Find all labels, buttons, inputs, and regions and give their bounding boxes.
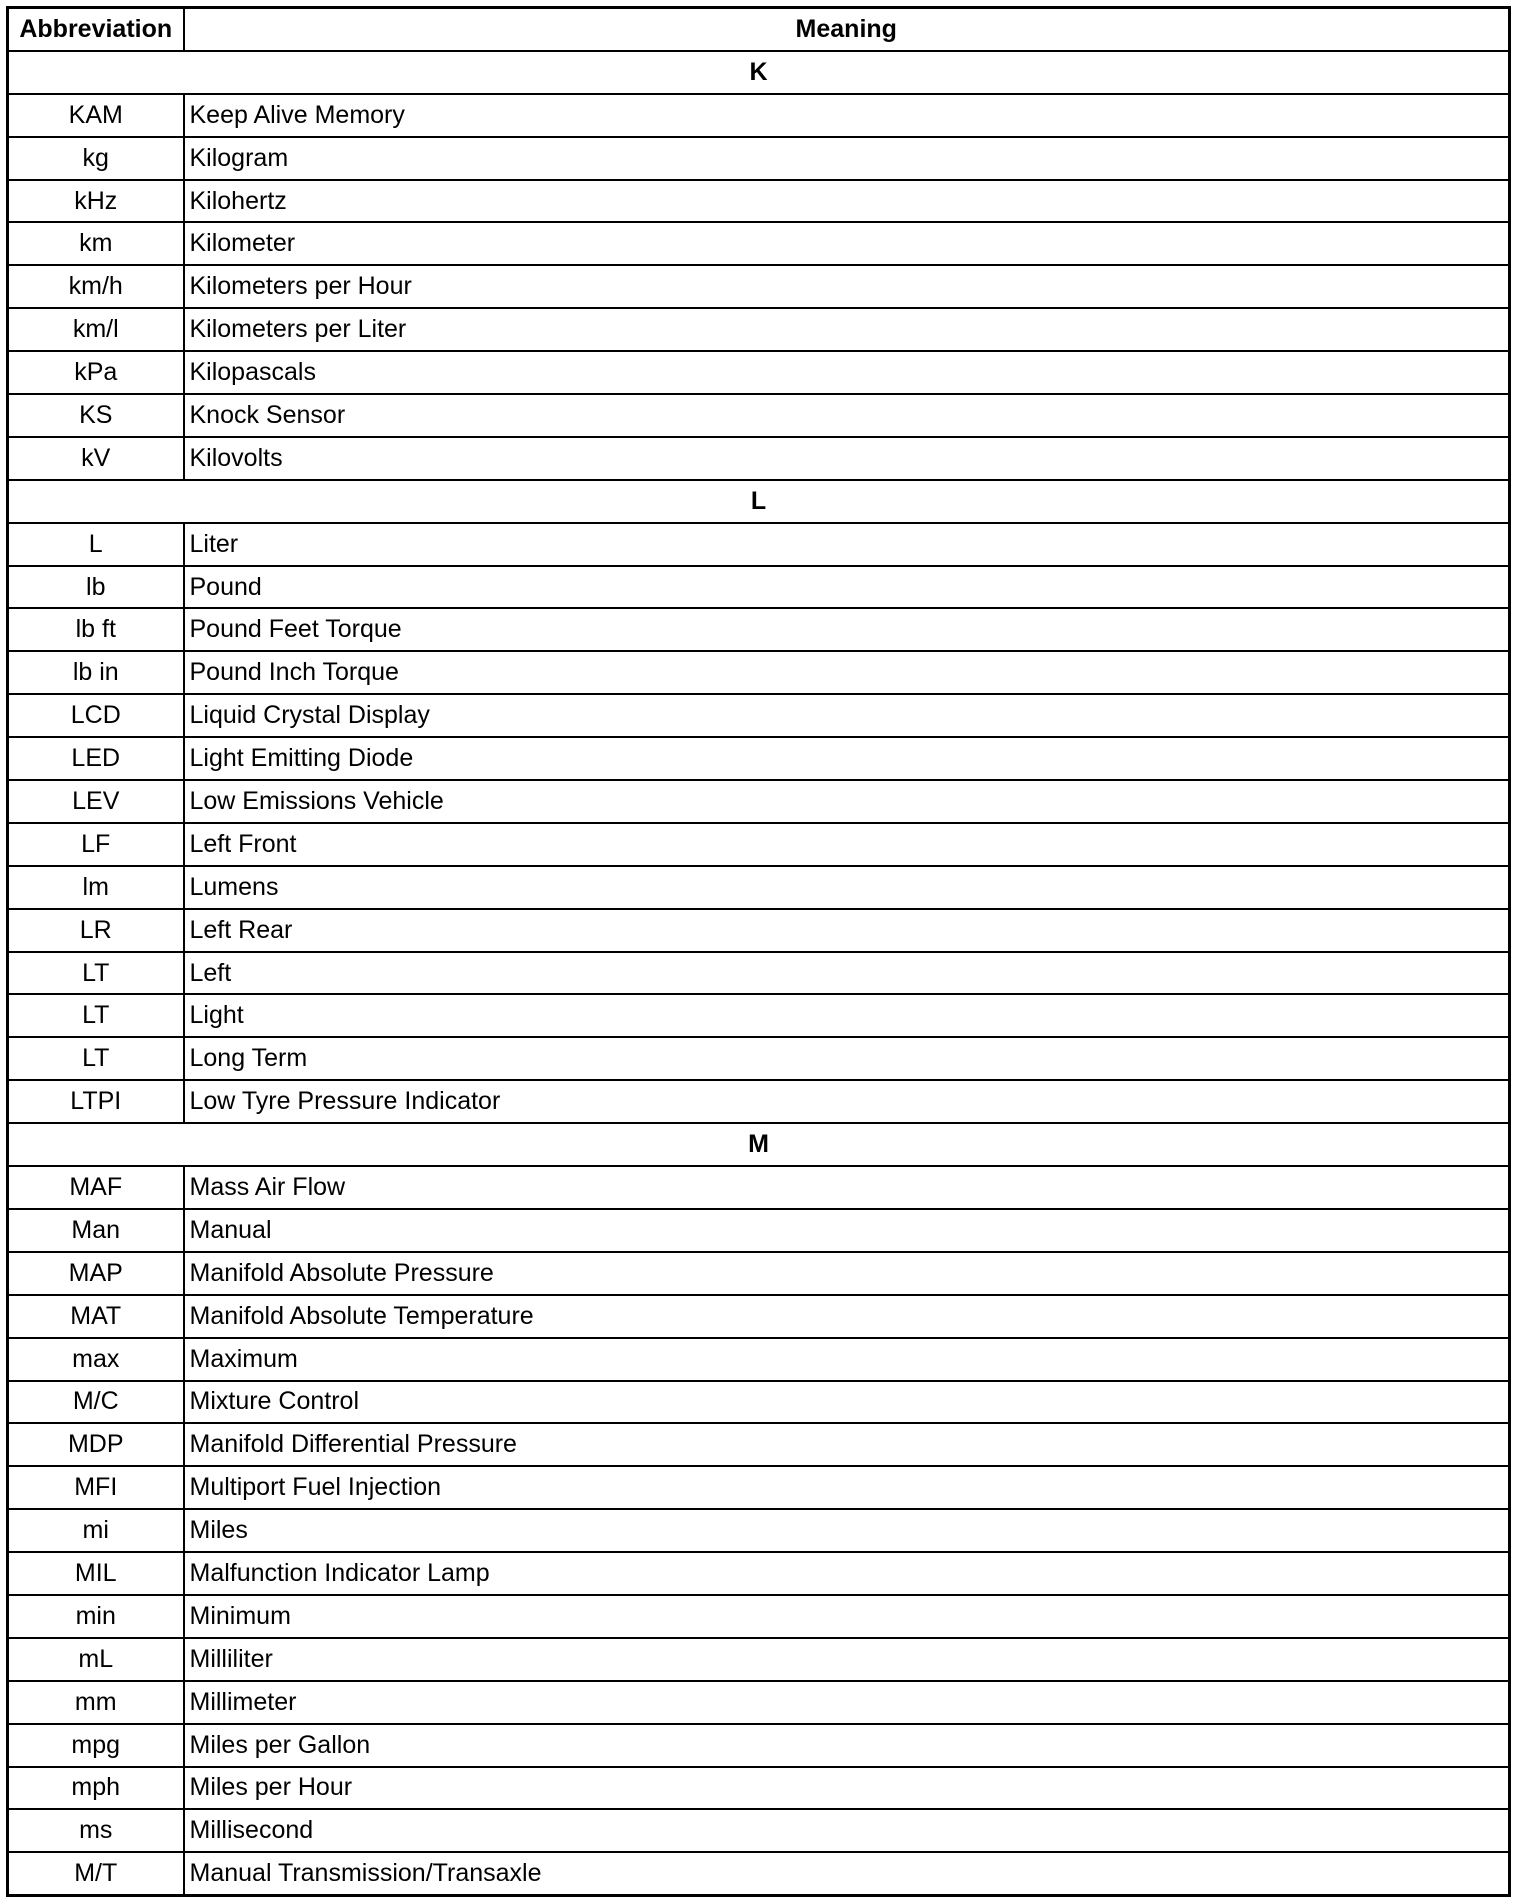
table-row bbox=[8, 823, 1510, 866]
meaning-cell: Kilometer bbox=[184, 222, 1510, 265]
table-row bbox=[8, 1166, 1510, 1209]
table-row bbox=[8, 265, 1510, 308]
meaning-cell: Pound Feet Torque bbox=[184, 608, 1510, 651]
abbreviation-cell: km/l bbox=[8, 308, 184, 351]
table-row bbox=[8, 1252, 1510, 1295]
abbreviation-cell: km/h bbox=[8, 265, 184, 308]
meaning-cell: Multiport Fuel Injection bbox=[184, 1466, 1510, 1509]
table-row bbox=[8, 351, 1510, 394]
abbreviation-cell: LT bbox=[8, 994, 184, 1037]
meaning-cell: Liquid Crystal Display bbox=[184, 694, 1510, 737]
meaning-cell: Kilometers per Liter bbox=[184, 308, 1510, 351]
table-row bbox=[8, 437, 1510, 480]
abbreviation-cell: LR bbox=[8, 909, 184, 952]
abbreviation-cell: mm bbox=[8, 1681, 184, 1724]
meaning-cell: Millimeter bbox=[184, 1681, 1510, 1724]
meaning-cell: Light Emitting Diode bbox=[184, 737, 1510, 780]
table-row bbox=[8, 1552, 1510, 1595]
abbreviation-cell: MAP bbox=[8, 1252, 184, 1295]
meaning-cell: Mass Air Flow bbox=[184, 1166, 1510, 1209]
meaning-cell: Light bbox=[184, 994, 1510, 1037]
table-row bbox=[8, 694, 1510, 737]
table-row bbox=[8, 94, 1510, 137]
meaning-cell: Knock Sensor bbox=[184, 394, 1510, 437]
meaning-cell: Kilogram bbox=[184, 137, 1510, 180]
abbreviation-cell: km bbox=[8, 222, 184, 265]
abbreviation-cell: kPa bbox=[8, 351, 184, 394]
abbreviation-cell: mi bbox=[8, 1509, 184, 1552]
table-row bbox=[8, 394, 1510, 437]
abbreviation-cell: lb in bbox=[8, 651, 184, 694]
meaning-cell: Maximum bbox=[184, 1338, 1510, 1381]
abbreviation-cell: L bbox=[8, 523, 184, 566]
meaning-cell: Left bbox=[184, 952, 1510, 995]
abbreviation-cell: MIL bbox=[8, 1552, 184, 1595]
table-row bbox=[8, 866, 1510, 909]
abbreviation-cell: lm bbox=[8, 866, 184, 909]
table-row bbox=[8, 1852, 1510, 1895]
abbreviation-cell: max bbox=[8, 1338, 184, 1381]
table-row bbox=[8, 737, 1510, 780]
meaning-cell: Kilopascals bbox=[184, 351, 1510, 394]
table-row bbox=[8, 180, 1510, 223]
abbreviation-cell: mL bbox=[8, 1638, 184, 1681]
abbreviation-column-header: Abbreviation bbox=[8, 8, 184, 51]
meaning-cell: Long Term bbox=[184, 1037, 1510, 1080]
table-row bbox=[8, 994, 1510, 1037]
table-row bbox=[8, 651, 1510, 694]
table-row bbox=[8, 1509, 1510, 1552]
meaning-cell: Manual Transmission/Transaxle bbox=[184, 1852, 1510, 1895]
meaning-cell: Mixture Control bbox=[184, 1381, 1510, 1424]
abbreviation-cell: LED bbox=[8, 737, 184, 780]
table-row bbox=[8, 608, 1510, 651]
abbreviation-cell: MDP bbox=[8, 1423, 184, 1466]
abbreviation-table bbox=[6, 6, 1511, 1897]
table-row bbox=[8, 1809, 1510, 1852]
table-row bbox=[8, 137, 1510, 180]
meaning-cell: Low Tyre Pressure Indicator bbox=[184, 1080, 1510, 1123]
abbreviation-cell: KAM bbox=[8, 94, 184, 137]
abbreviation-cell: lb ft bbox=[8, 608, 184, 651]
section-row-m bbox=[8, 1123, 1510, 1166]
abbreviation-cell: kHz bbox=[8, 180, 184, 223]
meaning-cell: Lumens bbox=[184, 866, 1510, 909]
meaning-cell: Kilohertz bbox=[184, 180, 1510, 223]
abbreviation-cell: LF bbox=[8, 823, 184, 866]
meaning-cell: Milliliter bbox=[184, 1638, 1510, 1681]
abbreviation-cell: Man bbox=[8, 1209, 184, 1252]
table-row bbox=[8, 1681, 1510, 1724]
table-row bbox=[8, 1381, 1510, 1424]
meaning-cell: Pound Inch Torque bbox=[184, 651, 1510, 694]
abbreviation-cell: MAT bbox=[8, 1295, 184, 1338]
table-row bbox=[8, 523, 1510, 566]
meaning-column-header: Meaning bbox=[184, 8, 1510, 51]
abbreviation-cell: mph bbox=[8, 1767, 184, 1810]
meaning-cell: Left Rear bbox=[184, 909, 1510, 952]
table-body bbox=[8, 51, 1510, 1896]
meaning-cell: Low Emissions Vehicle bbox=[184, 780, 1510, 823]
meaning-cell: Keep Alive Memory bbox=[184, 94, 1510, 137]
section-letter: K bbox=[8, 51, 1510, 94]
header-row bbox=[8, 8, 1510, 51]
table-row bbox=[8, 308, 1510, 351]
abbreviation-cell: lb bbox=[8, 566, 184, 609]
abbreviation-cell: MFI bbox=[8, 1466, 184, 1509]
meaning-cell: Minimum bbox=[184, 1595, 1510, 1638]
abbreviation-cell: ms bbox=[8, 1809, 184, 1852]
table-row bbox=[8, 1338, 1510, 1381]
table-row bbox=[8, 909, 1510, 952]
table-row bbox=[8, 1466, 1510, 1509]
meaning-cell: Kilovolts bbox=[184, 437, 1510, 480]
meaning-cell: Miles per Hour bbox=[184, 1767, 1510, 1810]
meaning-cell: Pound bbox=[184, 566, 1510, 609]
table-row bbox=[8, 1080, 1510, 1123]
abbreviation-cell: KS bbox=[8, 394, 184, 437]
abbreviation-cell: LCD bbox=[8, 694, 184, 737]
table-row bbox=[8, 780, 1510, 823]
table-row bbox=[8, 1295, 1510, 1338]
meaning-cell: Manifold Absolute Pressure bbox=[184, 1252, 1510, 1295]
table-row bbox=[8, 1209, 1510, 1252]
abbreviation-cell: LTPI bbox=[8, 1080, 184, 1123]
abbreviation-cell: LT bbox=[8, 1037, 184, 1080]
meaning-cell: Miles bbox=[184, 1509, 1510, 1552]
abbreviation-cell: kg bbox=[8, 137, 184, 180]
table-row bbox=[8, 566, 1510, 609]
abbreviation-cell: mpg bbox=[8, 1724, 184, 1767]
section-row-k bbox=[8, 51, 1510, 94]
abbreviation-cell: kV bbox=[8, 437, 184, 480]
table-row bbox=[8, 1638, 1510, 1681]
meaning-cell: Liter bbox=[184, 523, 1510, 566]
meaning-cell: Left Front bbox=[184, 823, 1510, 866]
meaning-cell: Manifold Absolute Temperature bbox=[184, 1295, 1510, 1338]
table-row bbox=[8, 952, 1510, 995]
meaning-cell: Millisecond bbox=[184, 1809, 1510, 1852]
table-row bbox=[8, 1037, 1510, 1080]
table-row bbox=[8, 1724, 1510, 1767]
table-row bbox=[8, 1423, 1510, 1466]
meaning-cell: Malfunction Indicator Lamp bbox=[184, 1552, 1510, 1595]
section-letter: M bbox=[8, 1123, 1510, 1166]
table-row bbox=[8, 1595, 1510, 1638]
meaning-cell: Manual bbox=[184, 1209, 1510, 1252]
abbreviation-cell: MAF bbox=[8, 1166, 184, 1209]
abbreviation-cell: min bbox=[8, 1595, 184, 1638]
section-row-l bbox=[8, 480, 1510, 523]
section-letter: L bbox=[8, 480, 1510, 523]
meaning-cell: Manifold Differential Pressure bbox=[184, 1423, 1510, 1466]
abbreviation-cell: LEV bbox=[8, 780, 184, 823]
table-row bbox=[8, 1767, 1510, 1810]
meaning-cell: Miles per Gallon bbox=[184, 1724, 1510, 1767]
abbreviation-cell: LT bbox=[8, 952, 184, 995]
meaning-cell: Kilometers per Hour bbox=[184, 265, 1510, 308]
table-row bbox=[8, 222, 1510, 265]
abbreviation-cell: M/T bbox=[8, 1852, 184, 1895]
abbreviation-cell: M/C bbox=[8, 1381, 184, 1424]
